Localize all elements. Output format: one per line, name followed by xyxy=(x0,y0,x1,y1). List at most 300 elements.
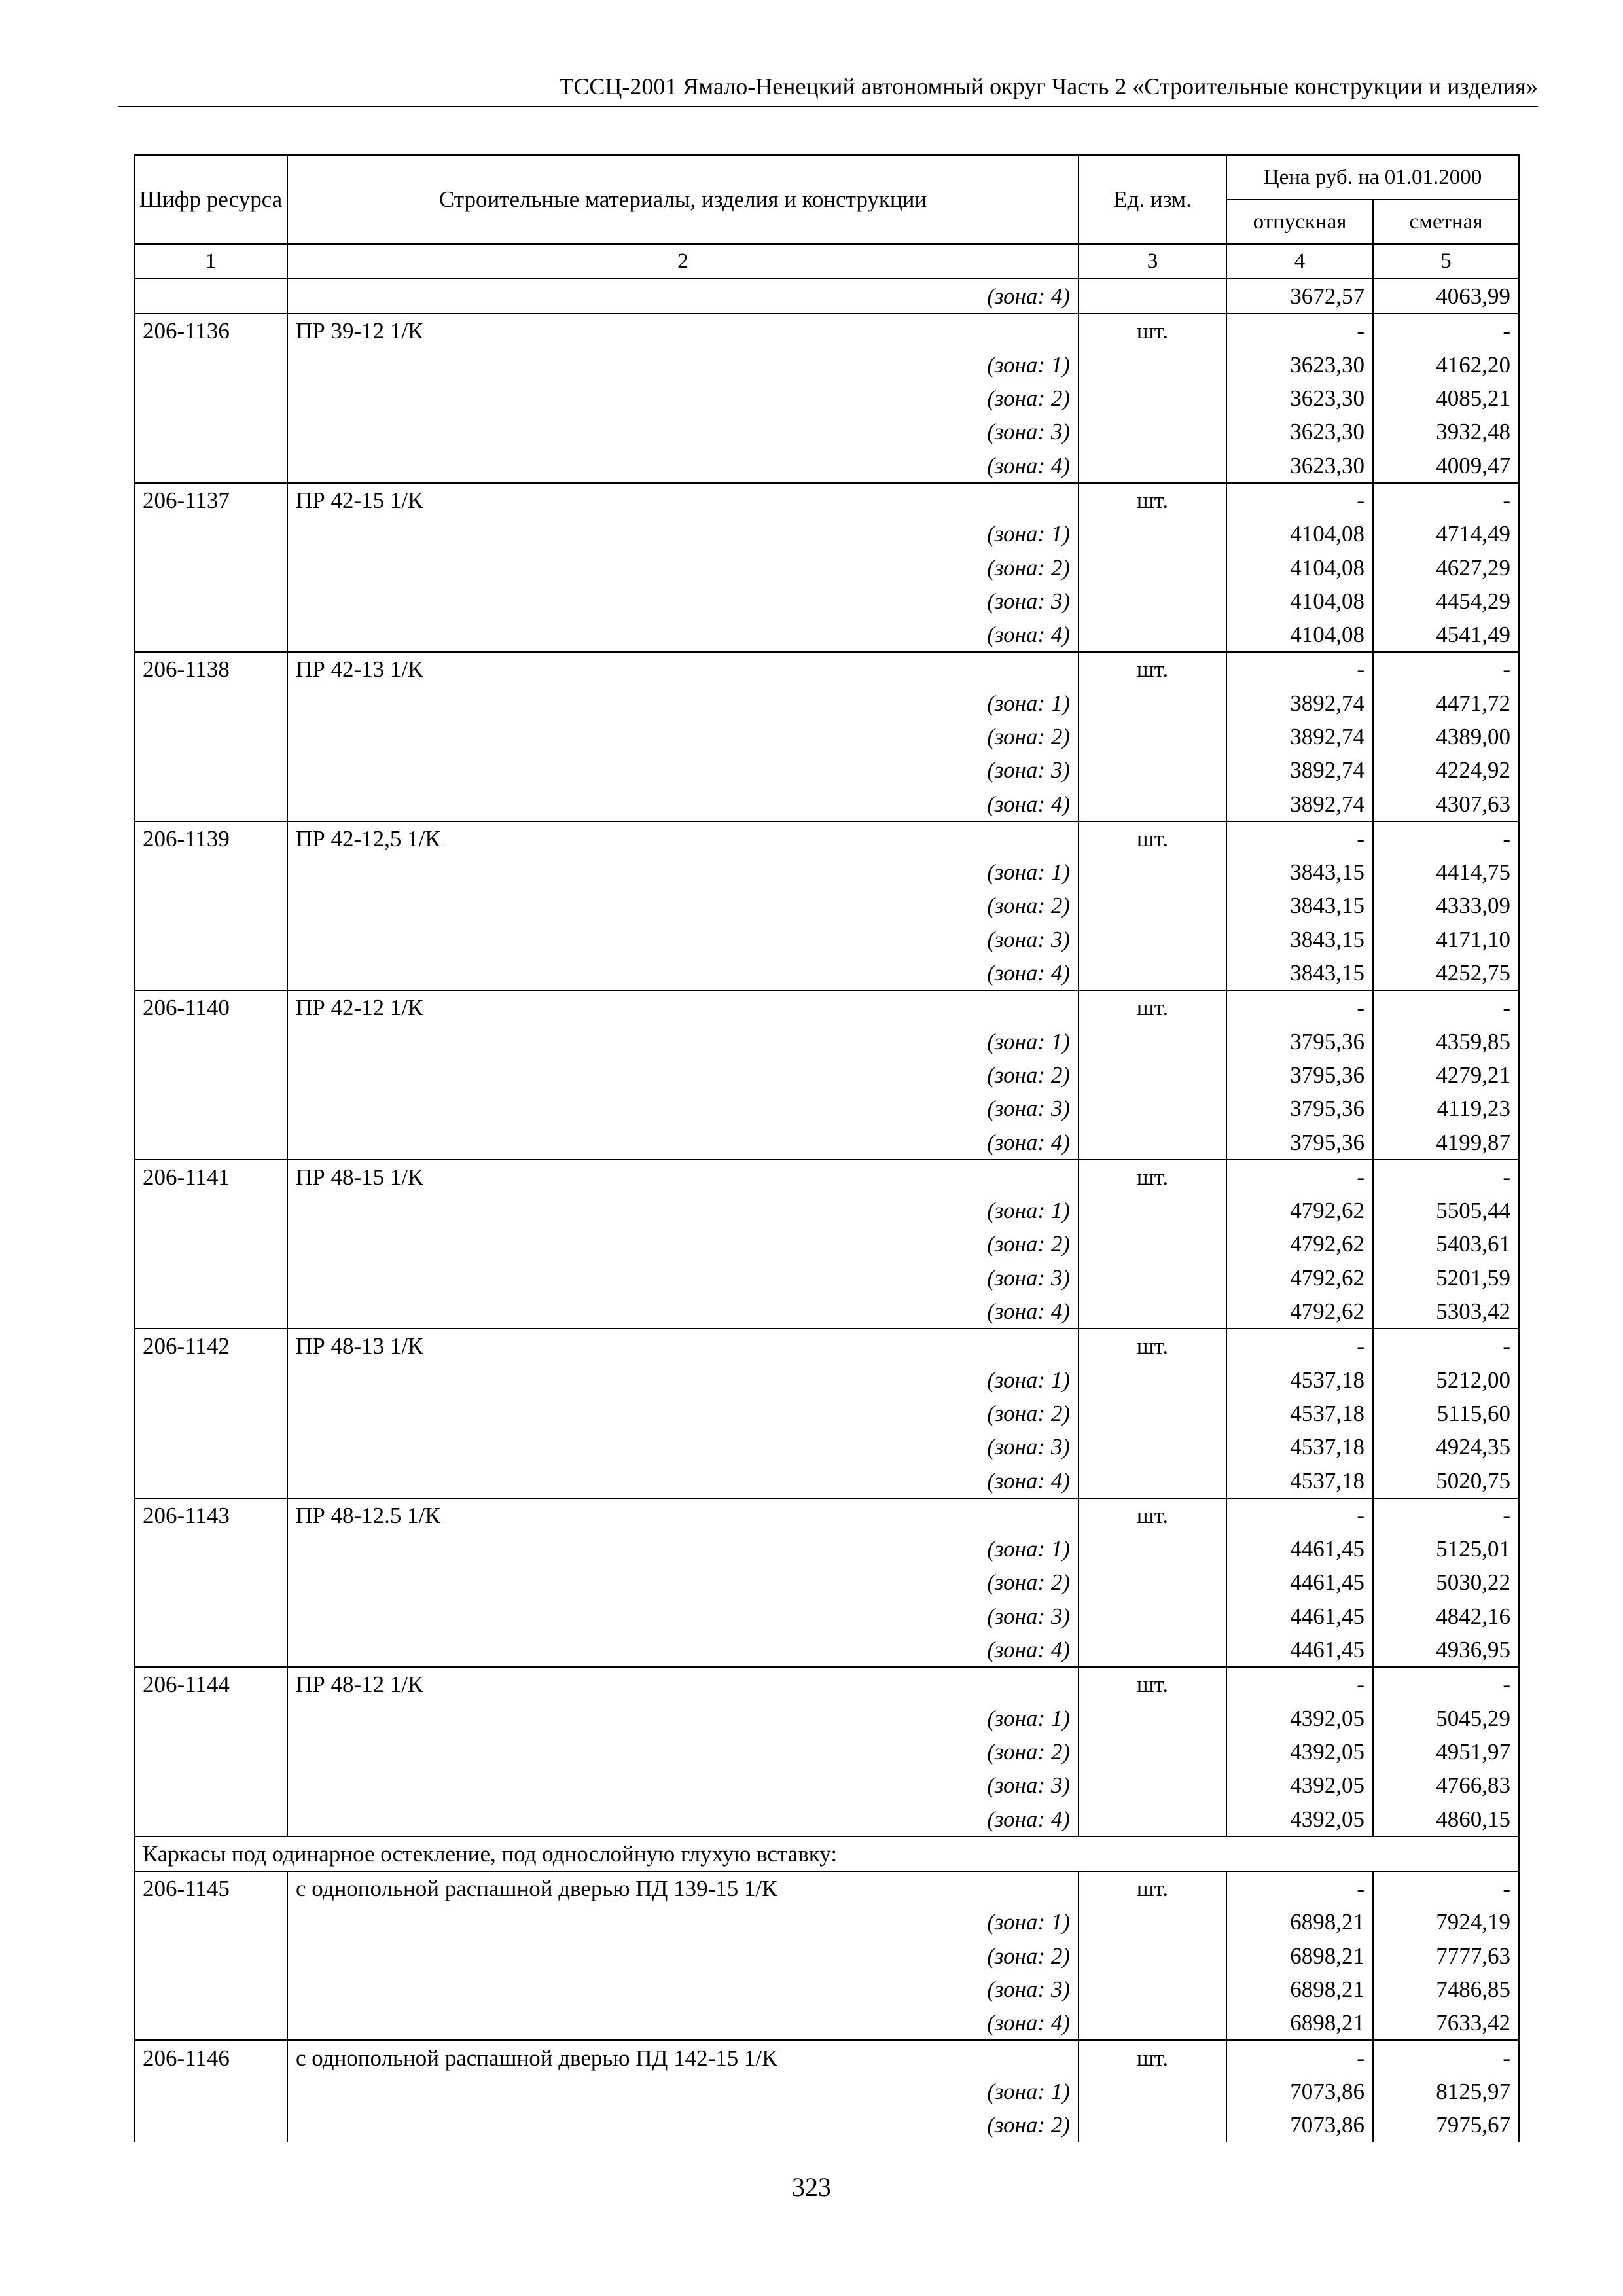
zone-label: (зона: 1) xyxy=(287,1701,1079,1734)
unit-cell-empty xyxy=(1079,1397,1226,1430)
unit-cell: шт. xyxy=(1079,2040,1226,2074)
estimate-price: 4627,29 xyxy=(1373,550,1519,584)
item-name: ПР 42-12,5 1/К xyxy=(287,821,1079,855)
zone-label: (зона: 4) xyxy=(287,956,1079,990)
unit-cell-empty xyxy=(1079,1025,1226,1058)
release-price: 3843,15 xyxy=(1226,855,1373,889)
release-price: - xyxy=(1226,314,1373,348)
resource-code: 206-1137 xyxy=(134,483,287,517)
zone-label: (зона: 4) xyxy=(287,1633,1079,1667)
unit-cell-empty xyxy=(1079,1600,1226,1633)
estimate-price: 5115,60 xyxy=(1373,1397,1519,1430)
zone-label: (зона: 4) xyxy=(287,1463,1079,1498)
zone-row xyxy=(134,787,1519,821)
zone-row xyxy=(134,348,1519,382)
release-price: 4392,05 xyxy=(1226,1802,1373,1836)
resource-code-empty xyxy=(134,1194,287,1227)
unit-cell-empty xyxy=(1079,1295,1226,1329)
unit-cell-empty xyxy=(1079,415,1226,448)
release-price: - xyxy=(1226,1160,1373,1194)
zone-label: (зона: 1) xyxy=(287,687,1079,720)
release-price: 4104,08 xyxy=(1226,618,1373,652)
item-name: ПР 42-15 1/К xyxy=(287,483,1079,517)
release-price: 6898,21 xyxy=(1226,2006,1373,2040)
zone-row xyxy=(134,1905,1519,1939)
estimate-price: 7486,85 xyxy=(1373,1973,1519,2006)
unit-cell-empty xyxy=(1079,1802,1226,1836)
unit-cell-empty xyxy=(1079,2006,1226,2040)
release-price: 6898,21 xyxy=(1226,1905,1373,1939)
unit-cell: шт. xyxy=(1079,483,1226,517)
item-row xyxy=(134,990,1519,1024)
estimate-price: 4171,10 xyxy=(1373,923,1519,956)
unit-cell-empty xyxy=(1079,1463,1226,1498)
zone-label: (зона: 2) xyxy=(287,1939,1079,1973)
zone-label: (зона: 2) xyxy=(287,1566,1079,1599)
estimate-price: 4199,87 xyxy=(1373,1125,1519,1159)
resource-code-empty xyxy=(134,1735,287,1768)
item-row xyxy=(134,1498,1519,1532)
estimate-price: 4279,21 xyxy=(1373,1058,1519,1092)
estimate-price: 4119,23 xyxy=(1373,1092,1519,1125)
estimate-price: 4541,49 xyxy=(1373,618,1519,652)
release-price: 4537,18 xyxy=(1226,1397,1373,1430)
resource-code-empty xyxy=(134,1227,287,1261)
zone-row xyxy=(134,1633,1519,1667)
estimate-price: - xyxy=(1373,652,1519,686)
item-name: ПР 42-13 1/К xyxy=(287,652,1079,686)
resource-code: 206-1140 xyxy=(134,990,287,1024)
estimate-price: - xyxy=(1373,990,1519,1024)
release-price: 6898,21 xyxy=(1226,1939,1373,1973)
unit-cell-empty xyxy=(1079,1058,1226,1092)
release-price: 4792,62 xyxy=(1226,1227,1373,1261)
resource-code: 206-1136 xyxy=(134,314,287,348)
unit-cell-empty xyxy=(1079,1532,1226,1566)
estimate-price: - xyxy=(1373,483,1519,517)
release-price: 3795,36 xyxy=(1226,1058,1373,1092)
resource-code: 206-1143 xyxy=(134,1498,287,1532)
column-number: 5 xyxy=(1373,244,1519,279)
resource-code-empty xyxy=(134,348,287,382)
page-header-title: ТССЦ-2001 Ямало-Ненецкий автономный округ Часть 2 «Строительные конструкции и изделия» xyxy=(559,73,1538,99)
resource-code-empty xyxy=(134,1532,287,1566)
zone-row xyxy=(134,1939,1519,1973)
unit-cell-empty xyxy=(1079,1701,1226,1734)
unit-cell-empty xyxy=(1079,2108,1226,2142)
zone-label: (зона: 1) xyxy=(287,1025,1079,1058)
estimate-price: 4714,49 xyxy=(1373,517,1519,550)
resource-code-empty xyxy=(134,517,287,550)
resource-code-empty xyxy=(134,687,287,720)
release-price: 4392,05 xyxy=(1226,1735,1373,1768)
unit-cell-empty xyxy=(1079,889,1226,922)
header-estimate-price: сметная xyxy=(1373,200,1519,244)
item-row xyxy=(134,1329,1519,1363)
release-price: 3892,74 xyxy=(1226,753,1373,787)
release-price: 4537,18 xyxy=(1226,1463,1373,1498)
unit-cell: шт. xyxy=(1079,652,1226,686)
header-price: Цена руб. на 01.01.2000 xyxy=(1226,155,1519,200)
zone-row xyxy=(134,1092,1519,1125)
release-price: - xyxy=(1226,1329,1373,1363)
unit-cell-empty xyxy=(1079,279,1226,314)
release-price: 3843,15 xyxy=(1226,889,1373,922)
unit-cell-empty xyxy=(1079,448,1226,482)
zone-row xyxy=(134,1566,1519,1599)
item-name: ПР 39-12 1/К xyxy=(287,314,1079,348)
release-price: 4461,45 xyxy=(1226,1532,1373,1566)
zone-label: (зона: 1) xyxy=(287,855,1079,889)
item-row xyxy=(134,821,1519,855)
zone-row xyxy=(134,1430,1519,1463)
unit-cell-empty xyxy=(1079,1430,1226,1463)
column-number: 3 xyxy=(1079,244,1226,279)
item-row xyxy=(134,2040,1519,2074)
zone-label: (зона: 2) xyxy=(287,889,1079,922)
release-price: 3623,30 xyxy=(1226,415,1373,448)
header-unit: Ед. изм. xyxy=(1079,155,1226,244)
zone-label: (зона: 1) xyxy=(287,517,1079,550)
zone-row xyxy=(134,1768,1519,1802)
zone-label: (зона: 4) xyxy=(287,787,1079,821)
resource-code-empty xyxy=(134,1025,287,1058)
zone-label: (зона: 4) xyxy=(287,2006,1079,2040)
zone-label: (зона: 2) xyxy=(287,382,1079,415)
zone-row xyxy=(134,1295,1519,1329)
zone-row xyxy=(134,550,1519,584)
estimate-price: 4009,47 xyxy=(1373,448,1519,482)
resource-code: 206-1142 xyxy=(134,1329,287,1363)
zone-row xyxy=(134,1463,1519,1498)
unit-cell-empty xyxy=(1079,1194,1226,1227)
zone-row xyxy=(134,2075,1519,2108)
item-row xyxy=(134,1667,1519,1701)
unit-cell-empty xyxy=(1079,1261,1226,1295)
resource-code-empty xyxy=(134,1701,287,1734)
estimate-price: 5125,01 xyxy=(1373,1532,1519,1566)
estimate-price: 5212,00 xyxy=(1373,1363,1519,1397)
release-price: 3892,74 xyxy=(1226,720,1373,753)
estimate-price: - xyxy=(1373,314,1519,348)
section-title: Каркасы под одинарное остекление, под однослойную глухую вставку: xyxy=(134,1837,1519,1871)
release-price: 4792,62 xyxy=(1226,1295,1373,1329)
zone-row xyxy=(134,1227,1519,1261)
zone-row xyxy=(134,1973,1519,2006)
estimate-price: 4389,00 xyxy=(1373,720,1519,753)
zone-label: (зона: 4) xyxy=(287,1295,1079,1329)
zone-label: (зона: 4) xyxy=(287,618,1079,652)
item-row xyxy=(134,1160,1519,1194)
estimate-price: 4924,35 xyxy=(1373,1430,1519,1463)
release-price: 4792,62 xyxy=(1226,1194,1373,1227)
price-table xyxy=(134,154,1520,2142)
zone-row xyxy=(134,687,1519,720)
item-name: ПР 48-15 1/К xyxy=(287,1160,1079,1194)
unit-cell-empty xyxy=(1079,1973,1226,2006)
zone-row xyxy=(134,618,1519,652)
estimate-price: 7975,67 xyxy=(1373,2108,1519,2142)
resource-code-empty xyxy=(134,279,287,314)
estimate-price: 7924,19 xyxy=(1373,1905,1519,1939)
release-price: 4461,45 xyxy=(1226,1600,1373,1633)
resource-code: 206-1145 xyxy=(134,1871,287,1905)
header-divider xyxy=(118,106,1538,107)
resource-code-empty xyxy=(134,1802,287,1836)
release-price: 4104,08 xyxy=(1226,584,1373,618)
estimate-price: 5020,75 xyxy=(1373,1463,1519,1498)
zone-row xyxy=(134,382,1519,415)
unit-cell: шт. xyxy=(1079,821,1226,855)
zone-label: (зона: 3) xyxy=(287,1973,1079,2006)
unit-cell-empty xyxy=(1079,1227,1226,1261)
release-price: 3795,36 xyxy=(1226,1125,1373,1159)
zone-row xyxy=(134,1125,1519,1159)
unit-cell-empty xyxy=(1079,584,1226,618)
resource-code-empty xyxy=(134,787,287,821)
resource-code: 206-1139 xyxy=(134,821,287,855)
resource-code-empty xyxy=(134,1261,287,1295)
resource-code: 206-1144 xyxy=(134,1667,287,1701)
estimate-price: - xyxy=(1373,1160,1519,1194)
zone-row xyxy=(134,517,1519,550)
zone-label: (зона: 1) xyxy=(287,2075,1079,2108)
zone-row xyxy=(134,2108,1519,2142)
zone-label: (зона: 3) xyxy=(287,584,1079,618)
zone-label: (зона: 3) xyxy=(287,753,1079,787)
estimate-price: 4307,63 xyxy=(1373,787,1519,821)
column-number: 4 xyxy=(1226,244,1373,279)
estimate-price: 7777,63 xyxy=(1373,1939,1519,1973)
release-price: 3623,30 xyxy=(1226,382,1373,415)
estimate-price: 4454,29 xyxy=(1373,584,1519,618)
release-price: 3843,15 xyxy=(1226,923,1373,956)
unit-cell-empty xyxy=(1079,687,1226,720)
unit-cell-empty xyxy=(1079,2075,1226,2108)
zone-row xyxy=(134,1802,1519,1836)
resource-code-empty xyxy=(134,1768,287,1802)
column-number: 1 xyxy=(134,244,287,279)
resource-code-empty xyxy=(134,1058,287,1092)
estimate-price: 5403,61 xyxy=(1373,1227,1519,1261)
unit-cell-empty xyxy=(1079,1125,1226,1159)
unit-cell-empty xyxy=(1079,956,1226,990)
release-price: 3892,74 xyxy=(1226,687,1373,720)
resource-code-empty xyxy=(134,1092,287,1125)
zone-label: (зона: 2) xyxy=(287,2108,1079,2142)
zone-row xyxy=(134,1600,1519,1633)
estimate-price: 4471,72 xyxy=(1373,687,1519,720)
resource-code-empty xyxy=(134,550,287,584)
estimate-price: 4936,95 xyxy=(1373,1633,1519,1667)
release-price: 7073,86 xyxy=(1226,2075,1373,2108)
estimate-price: 4063,99 xyxy=(1373,279,1519,314)
release-price: - xyxy=(1226,1498,1373,1532)
estimate-price: 7633,42 xyxy=(1373,2006,1519,2040)
resource-code-empty xyxy=(134,448,287,482)
resource-code-empty xyxy=(134,2075,287,2108)
zone-label: (зона: 1) xyxy=(287,1363,1079,1397)
resource-code-empty xyxy=(134,2108,287,2142)
release-price: 4792,62 xyxy=(1226,1261,1373,1295)
zone-row xyxy=(134,956,1519,990)
zone-label: (зона: 4) xyxy=(287,279,1079,314)
resource-code: 206-1138 xyxy=(134,652,287,686)
release-price: 3843,15 xyxy=(1226,956,1373,990)
unit-cell-empty xyxy=(1079,1566,1226,1599)
resource-code: 206-1146 xyxy=(134,2040,287,2074)
resource-code-empty xyxy=(134,923,287,956)
unit-cell-empty xyxy=(1079,550,1226,584)
item-row xyxy=(134,483,1519,517)
release-price: 4104,08 xyxy=(1226,550,1373,584)
unit-cell: шт. xyxy=(1079,1160,1226,1194)
resource-code-empty xyxy=(134,753,287,787)
zone-label: (зона: 3) xyxy=(287,1600,1079,1633)
unit-cell-empty xyxy=(1079,348,1226,382)
item-name: ПР 48-12 1/К xyxy=(287,1667,1079,1701)
zone-row xyxy=(134,2006,1519,2040)
zone-label: (зона: 3) xyxy=(287,1768,1079,1802)
unit-cell: шт. xyxy=(1079,990,1226,1024)
estimate-price: 4224,92 xyxy=(1373,753,1519,787)
zone-row xyxy=(134,1363,1519,1397)
zone-label: (зона: 2) xyxy=(287,1227,1079,1261)
zone-row xyxy=(134,753,1519,787)
release-price: 3795,36 xyxy=(1226,1025,1373,1058)
release-price: 3623,30 xyxy=(1226,448,1373,482)
zone-row xyxy=(134,923,1519,956)
release-price: 6898,21 xyxy=(1226,1973,1373,2006)
release-price: 3672,57 xyxy=(1226,279,1373,314)
unit-cell-empty xyxy=(1079,923,1226,956)
column-number: 2 xyxy=(287,244,1079,279)
zone-label: (зона: 1) xyxy=(287,348,1079,382)
zone-label: (зона: 2) xyxy=(287,720,1079,753)
unit-cell: шт. xyxy=(1079,1871,1226,1905)
unit-cell-empty xyxy=(1079,618,1226,652)
zone-row xyxy=(134,584,1519,618)
unit-cell-empty xyxy=(1079,1633,1226,1667)
release-price: 4392,05 xyxy=(1226,1768,1373,1802)
zone-label: (зона: 3) xyxy=(287,1430,1079,1463)
release-price: - xyxy=(1226,652,1373,686)
resource-code-empty xyxy=(134,720,287,753)
estimate-price: 4333,09 xyxy=(1373,889,1519,922)
zone-label: (зона: 1) xyxy=(287,1905,1079,1939)
release-price: 3623,30 xyxy=(1226,348,1373,382)
release-price: 4537,18 xyxy=(1226,1430,1373,1463)
zone-label: (зона: 4) xyxy=(287,1802,1079,1836)
release-price: 4104,08 xyxy=(1226,517,1373,550)
estimate-price: 3932,48 xyxy=(1373,415,1519,448)
zone-label: (зона: 2) xyxy=(287,1397,1079,1430)
zone-row xyxy=(134,889,1519,922)
unit-cell: шт. xyxy=(1079,314,1226,348)
zone-row xyxy=(134,1058,1519,1092)
resource-code: 206-1141 xyxy=(134,1160,287,1194)
estimate-price: - xyxy=(1373,1667,1519,1701)
estimate-price: - xyxy=(1373,1871,1519,1905)
zone-row xyxy=(134,1194,1519,1227)
unit-cell-empty xyxy=(1079,1905,1226,1939)
zone-label: (зона: 4) xyxy=(287,1125,1079,1159)
resource-code-empty xyxy=(134,1973,287,2006)
item-name: с однопольной распашной дверью ПД 142-15 1/К xyxy=(287,2040,1079,2074)
unit-cell: шт. xyxy=(1079,1667,1226,1701)
release-price: 3795,36 xyxy=(1226,1092,1373,1125)
estimate-price: 4766,83 xyxy=(1373,1768,1519,1802)
estimate-price: 4085,21 xyxy=(1373,382,1519,415)
resource-code-empty xyxy=(134,382,287,415)
header-name: Строительные материалы, изделия и конструкции xyxy=(287,155,1079,244)
estimate-price: 4860,15 xyxy=(1373,1802,1519,1836)
resource-code-empty xyxy=(134,956,287,990)
item-name: с однопольной распашной дверью ПД 139-15 1/К xyxy=(287,1871,1079,1905)
estimate-price: 4842,16 xyxy=(1373,1600,1519,1633)
estimate-price: 4359,85 xyxy=(1373,1025,1519,1058)
price-table-body xyxy=(134,279,1519,2142)
zone-label: (зона: 1) xyxy=(287,1532,1079,1566)
zone-label: (зона: 3) xyxy=(287,923,1079,956)
resource-code-empty xyxy=(134,1566,287,1599)
release-price: - xyxy=(1226,1871,1373,1905)
zone-row xyxy=(134,720,1519,753)
zone-label: (зона: 2) xyxy=(287,1058,1079,1092)
estimate-price: - xyxy=(1373,821,1519,855)
page-number: 323 xyxy=(792,2172,831,2202)
estimate-price: 5201,59 xyxy=(1373,1261,1519,1295)
resource-code-empty xyxy=(134,855,287,889)
resource-code-empty xyxy=(134,2006,287,2040)
zone-row xyxy=(134,1701,1519,1734)
resource-code-empty xyxy=(134,1125,287,1159)
zone-row xyxy=(134,279,1519,314)
release-price: 4461,45 xyxy=(1226,1566,1373,1599)
zone-row xyxy=(134,415,1519,448)
resource-code-empty xyxy=(134,1633,287,1667)
unit-cell-empty xyxy=(1079,1363,1226,1397)
unit-cell-empty xyxy=(1079,720,1226,753)
unit-cell-empty xyxy=(1079,1735,1226,1768)
zone-label: (зона: 1) xyxy=(287,1194,1079,1227)
zone-row xyxy=(134,855,1519,889)
zone-row xyxy=(134,1532,1519,1566)
item-row xyxy=(134,652,1519,686)
estimate-price: 5303,42 xyxy=(1373,1295,1519,1329)
resource-code-empty xyxy=(134,618,287,652)
item-row xyxy=(134,1871,1519,1905)
resource-code-empty xyxy=(134,1939,287,1973)
header-release-price: отпускная xyxy=(1226,200,1373,244)
estimate-price: 4414,75 xyxy=(1373,855,1519,889)
unit-cell: шт. xyxy=(1079,1498,1226,1532)
resource-code-empty xyxy=(134,1363,287,1397)
estimate-price: 5030,22 xyxy=(1373,1566,1519,1599)
estimate-price: - xyxy=(1373,1498,1519,1532)
release-price: 7073,86 xyxy=(1226,2108,1373,2142)
release-price: 4537,18 xyxy=(1226,1363,1373,1397)
resource-code-empty xyxy=(134,415,287,448)
estimate-price: 8125,97 xyxy=(1373,2075,1519,2108)
release-price: 4461,45 xyxy=(1226,1633,1373,1667)
item-name: ПР 48-13 1/К xyxy=(287,1329,1079,1363)
release-price: - xyxy=(1226,821,1373,855)
zone-label: (зона: 2) xyxy=(287,550,1079,584)
estimate-price: - xyxy=(1373,2040,1519,2074)
unit-cell: шт. xyxy=(1079,1329,1226,1363)
unit-cell-empty xyxy=(1079,1939,1226,1973)
